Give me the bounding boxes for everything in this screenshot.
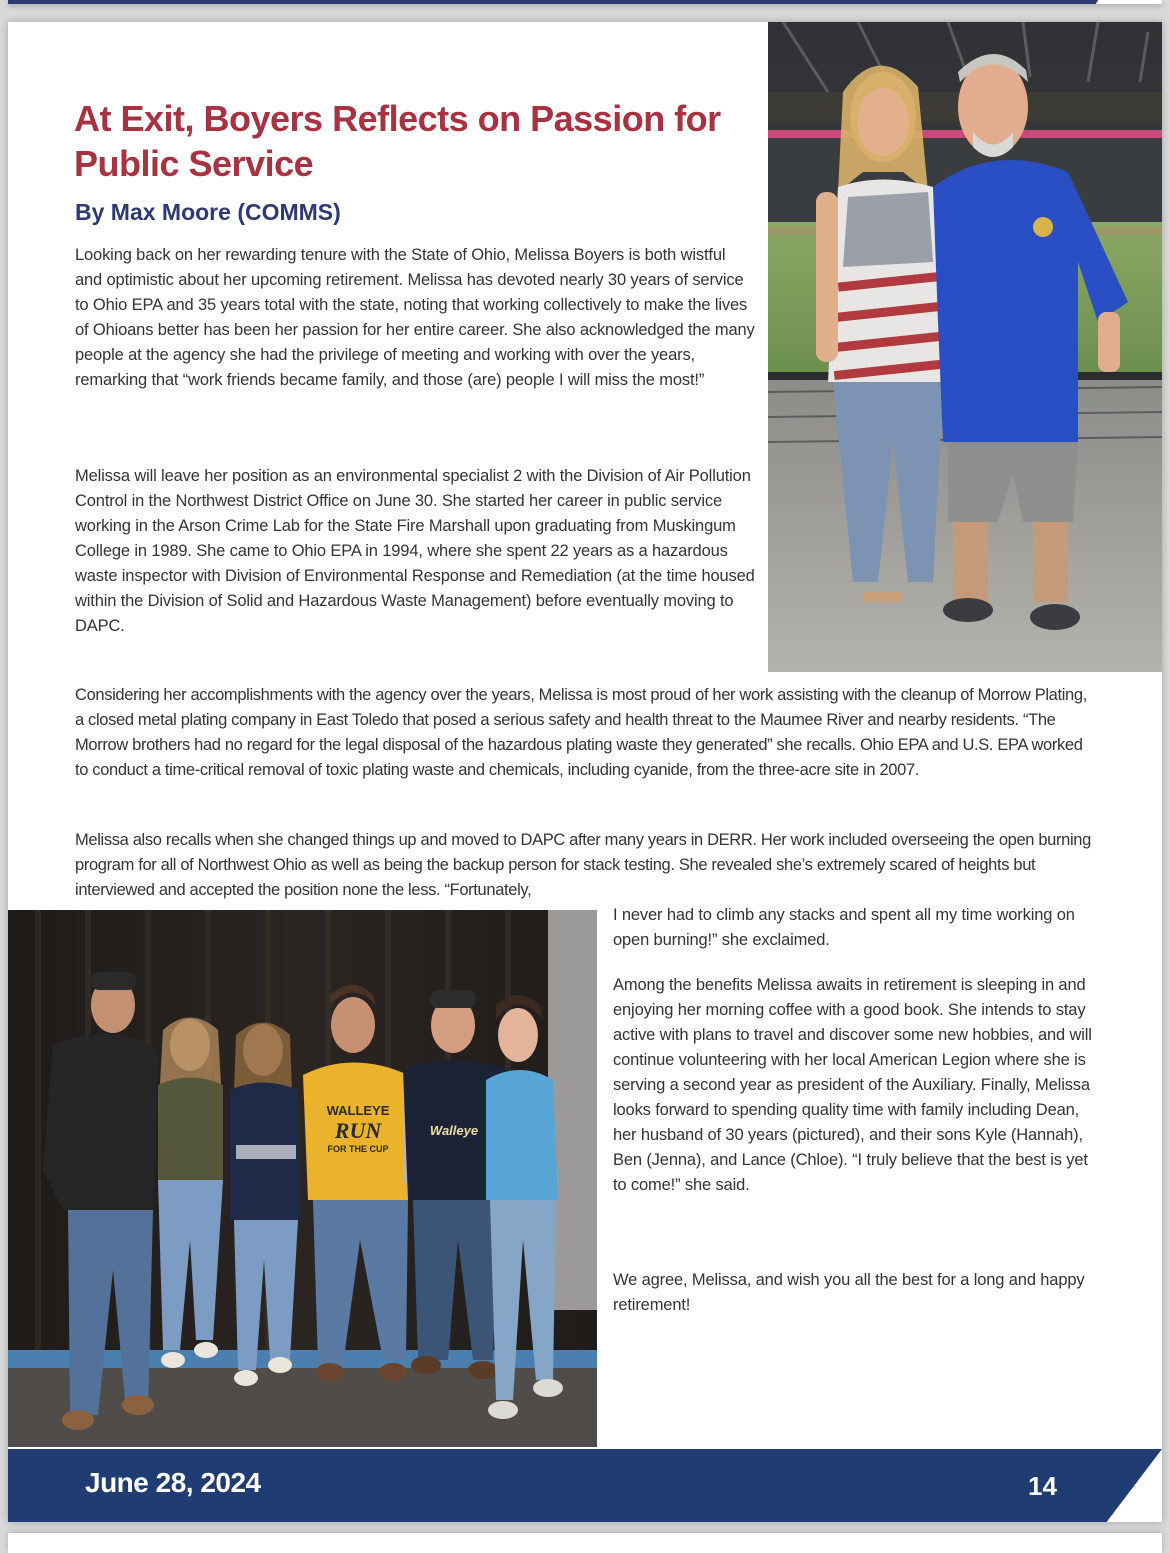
couple-photo-illustration [768, 22, 1162, 672]
family-photo-illustration [8, 910, 597, 1447]
article-paragraph: Melissa also recalls when she changed things up and moved to DAPC after many years in DERR. Her work included overseeing the open burning program for all of Northwest Ohio as well as being the backup person for stack testing. She revealed she’s extremely scared of heights but interviewed and accepted the position none the less. “Fortunately, [75, 831, 1091, 899]
photo-family-group [8, 910, 597, 1447]
page-number: 14 [1028, 1471, 1057, 1501]
article-paragraph-continued: I never had to climb any stacks and spent all my time working on open burning!” she exclaimed. [613, 906, 1075, 949]
article-byline: By Max Moore (COMMS) [75, 199, 341, 225]
shirt-text-for-the-cup: FOR THE CUP [327, 1144, 389, 1154]
previous-page-footer-band [8, 0, 1098, 4]
shirt-text-walleye: WALLEYE [326, 1103, 390, 1118]
previous-page-edge [8, 0, 1162, 4]
article-paragraph: Among the benefits Melissa awaits in retirement is sleeping in and enjoying her morning coffee with a good book. She intends to stay active with plans to travel and discover some new hobbies, and will continue volunteering with her local American Legion where she is serving a second year as president of the Auxiliary. Finally, Melissa looks forward to spending quality time with family including Dean, her husband of 30 years (pictured), and their sons Kyle (Hannah), Ben (Jenna), and Lance (Chloe). “I truly believe that the best is yet to come!” she said. [613, 976, 1092, 1194]
shirt-text-run: RUN [334, 1118, 382, 1143]
article-paragraph: Melissa will leave her position as an environmental specialist 2 with the Division of Air Pollution Control in the Northwest District Office on June 30. She started her career in public service working in the Arson Crime Lab for the State Fire Marshall upon graduating from Muskingum College in 1989. She came to Ohio EPA in 1994, where she spent 22 years as a hazardous waste inspector with Division of Environmental Response and Remediation (at the time housed within the Division of Solid and Hazardous Waste Management) before eventually moving to DAPC. [75, 467, 755, 635]
article-paragraph: Considering her accomplishments with the agency over the years, Melissa is most proud of her work assisting with the cleanup of Morrow Plating, a closed metal plating company in East Toledo that posed a serious safety and health threat to the Maumee River and nearby residents. “The Morrow brothers had no regard for the legal disposal of the hazardous plating waste they generated” she recalls. Ohio EPA and U.S. EPA worked to conduct a time-critical removal of toxic plating waste and chemicals, including cyanide, from the three-acre site in 2007. [75, 686, 1087, 779]
article-paragraph: We agree, Melissa, and wish you all the best for a long and happy retirement! [613, 1271, 1085, 1314]
article-paragraph: Looking back on her rewarding tenure with the State of Ohio, Melissa Boyers is both wistful and optimistic about her upcoming retirement. Melissa has devoted nearly 30 years of service to Ohio EPA and 35 years total with the state, noting that working collectively to make the lives of Ohioans better has been her passion for her entire career. She also acknowledged the many people at the agency she had the privilege of meeting and working with over the years, remarking that “work friends became family, and those (are) people I will miss the most!” [75, 246, 755, 389]
photo-couple-at-ballpark [768, 22, 1162, 672]
newsletter-page [8, 22, 1162, 1522]
hoodie-text-walleye: Walleye [429, 1123, 479, 1138]
article-title: At Exit, Boyers Reflects on Passion for Public Service [74, 98, 721, 184]
next-page-edge [8, 1533, 1162, 1553]
footer-date: June 28, 2024 [85, 1467, 261, 1498]
